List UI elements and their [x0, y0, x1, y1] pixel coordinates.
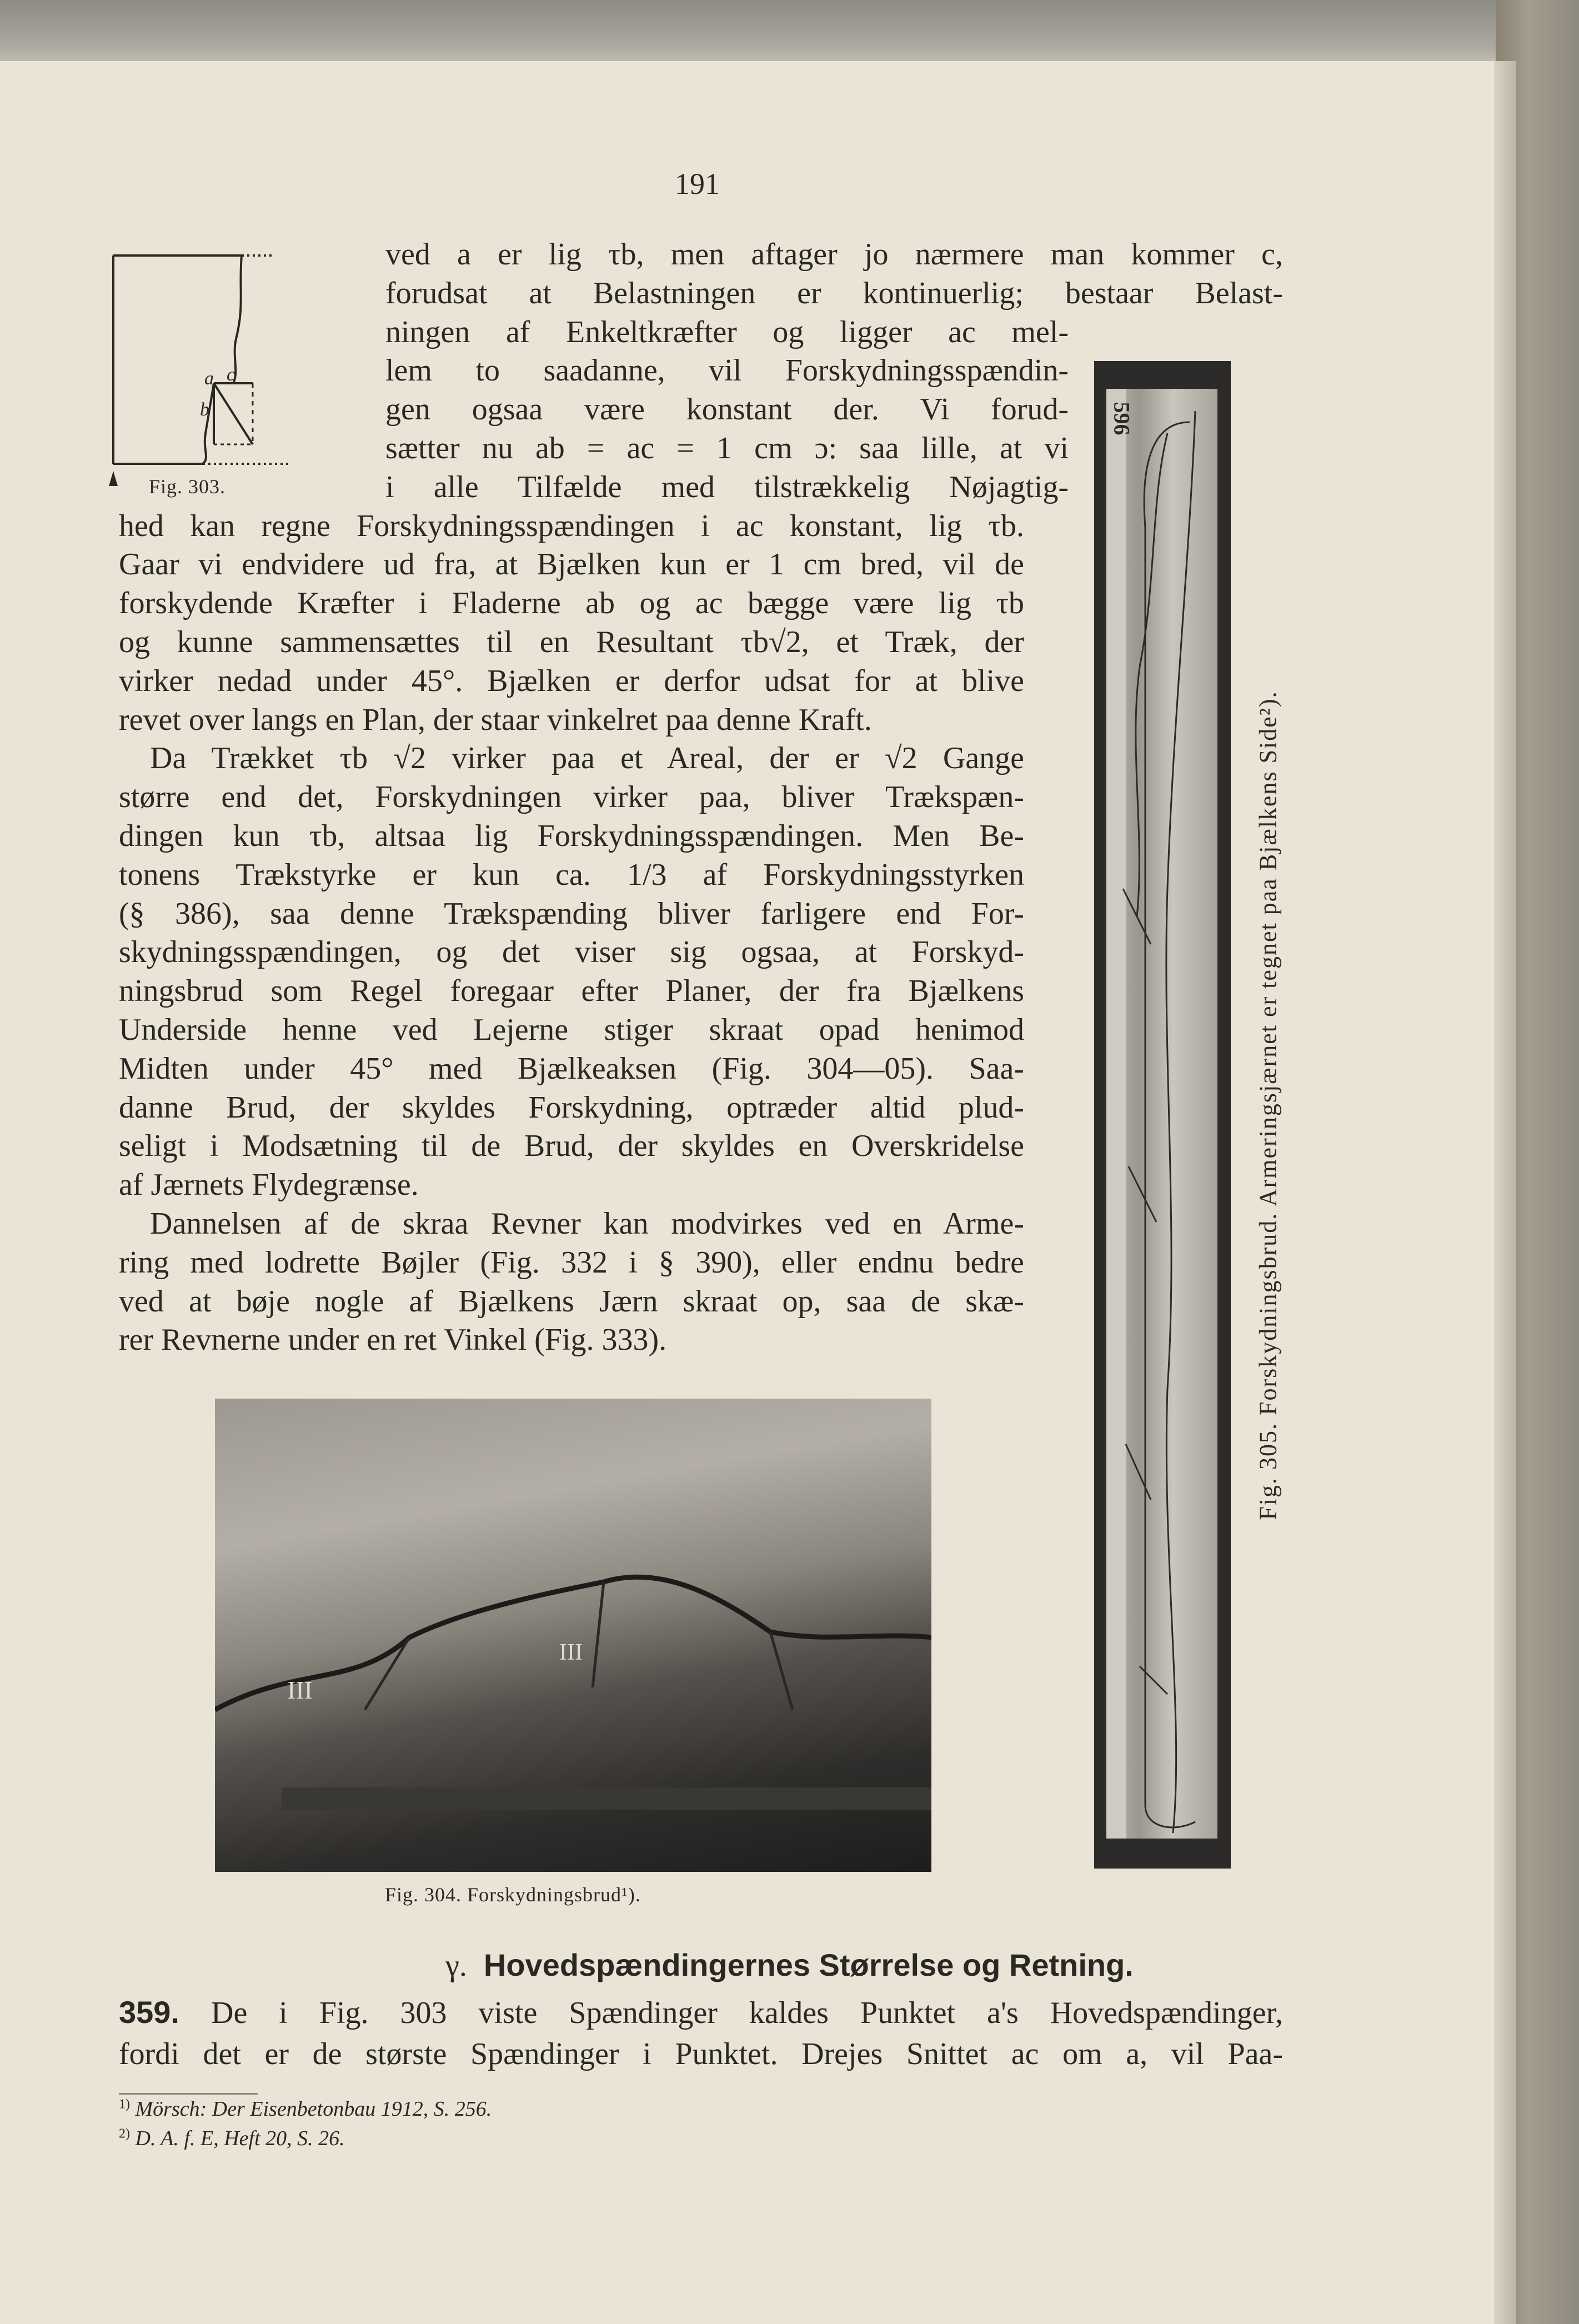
body-line: ningsbrud som Regel foregaar efter Planer, der fra Bjælkens [119, 974, 1024, 1009]
body-line: Da Trækket τb √2 virker paa et Areal, der er √2 Gange [150, 741, 1024, 776]
body-line: ring med lodrette Bøjler (Fig. 332 i § 390), eller endnu bedre [119, 1245, 1024, 1280]
page-gutter-shadow [1494, 61, 1516, 2324]
body-line: tonens Trækstyrke er kun ca. 1/3 af Forskydningsstyrken [119, 857, 1024, 892]
body-line: ningen af Enkeltkræfter og ligger ac mel- [385, 314, 1069, 349]
paragraph-359-line-1: 359. De i Fig. 303 viste Spændinger kaldes Punktet a's Hovedspændinger, [119, 1995, 1284, 2030]
body-line: dingen kun τb, altsaa lig Forskydningsspændingen. Men Be- [119, 819, 1024, 853]
label-b: b [200, 399, 209, 420]
body-line: ved a er lig τb, men aftager jo nærmere man kommer c, [385, 237, 1283, 272]
footnote-1: $^{1)}$ Mörsch: Der Eisenbetonbau 1912, S. 256. [119, 2097, 492, 2121]
body-line: lem to saadanne, vil Forskydningsspændin- [385, 353, 1069, 388]
body-line: større end det, Forskydningen virker paa, bliver Trækspæn- [119, 780, 1024, 815]
body-line: danne Brud, der skyldes Forskydning, optræder altid plud- [119, 1090, 1024, 1125]
section-symbol: γ. [445, 1949, 467, 1983]
footnote-divider [119, 2093, 258, 2095]
section-number: 359. [119, 1995, 179, 2030]
body-line: ved at bøje nogle af Bjælkens Jærn skraat op, saa de skæ- [119, 1284, 1024, 1319]
body-line: af Jærnets Flydegrænse. [119, 1168, 419, 1203]
body-line: Gaar vi endvidere ud fra, at Bjælken kun er 1 cm bred, vil de [119, 547, 1024, 582]
section-heading [0, 1947, 1579, 1984]
fig303-diagram [106, 239, 394, 500]
fig305-caption: Fig. 305. Forskydningsbrud. Armeringsjærnet er tegnet paa Bjælkens Side²). [1254, 690, 1282, 1520]
body-line: skydningsspændingen, og det viser sig ogsaa, at Forskyd- [119, 935, 1024, 970]
body-line: gen ogsaa være konstant der. Vi forud- [385, 392, 1069, 427]
fig303-caption: Fig. 303. [149, 475, 226, 498]
fig304-photo [215, 1399, 931, 1872]
body-line: rer Revnerne under en ret Vinkel (Fig. 333). [119, 1323, 667, 1358]
footnote-2: $^{2)}$ D. A. f. E, Heft 20, S. 26. [119, 2126, 345, 2150]
body-line: seligt i Modsætning til de Brud, der skyldes en Overskridelse [119, 1129, 1024, 1164]
crack-photo [215, 1399, 931, 1872]
body-line: (§ 386), saa denne Trækspænding bliver farligere end For- [119, 896, 1024, 931]
crack-pattern [1106, 389, 1217, 1839]
body-line: Dannelsen af de skraa Revner kan modvirkes ved en Arme- [150, 1206, 1024, 1241]
label-c: c [227, 364, 235, 385]
page-number: 191 [675, 167, 720, 201]
body-line: Midten under 45° med Bjælkeaksen (Fig. 304—05). Saa- [119, 1051, 1024, 1086]
fig304-caption: Fig. 304. Forskydningsbrud¹). [385, 1884, 641, 1906]
body-line: virker nedad under 45°. Bjælken er derfor udsat for at blive [119, 663, 1024, 698]
photo-label-1: III [287, 1676, 313, 1704]
body-line: Underside henne ved Lejerne stiger skraat opad henimod [119, 1013, 1024, 1047]
section-title: Hovedspændingernes Størrelse og Retning. [483, 1947, 1134, 1982]
specimen-label: 596 [1109, 402, 1135, 435]
body-line: revet over langs en Plan, der staar vinkelret paa denne Kraft. [119, 702, 872, 737]
paragraph-359-line-2: fordi det er de største Spændinger i Punktet. Drejes Snittet ac om a, vil Paa- [119, 2037, 1283, 2071]
body-line: i alle Tilfælde med tilstrækkelig Nøjagtig- [385, 469, 1069, 504]
body-line: sætter nu ab = ac = 1 cm ɔ: saa lille, at vi [385, 431, 1069, 465]
body-line: hed kan regne Forskydningsspændingen i ac konstant, lig τb. [119, 508, 1024, 543]
support-triangle-icon [109, 471, 118, 486]
body-line: og kunne sammensættes til en Resultant τb√2, et Træk, der [119, 625, 1024, 659]
photo-label-2: III [559, 1640, 583, 1665]
label-a: a [204, 368, 214, 389]
body-line: forskydende Kræfter i Fladerne ab og ac bægge være lig τb [119, 586, 1024, 621]
body-line: forudsat at Belastningen er kontinuerlig; bestaar Belast- [385, 276, 1283, 310]
fig305-photo [1094, 361, 1231, 1869]
